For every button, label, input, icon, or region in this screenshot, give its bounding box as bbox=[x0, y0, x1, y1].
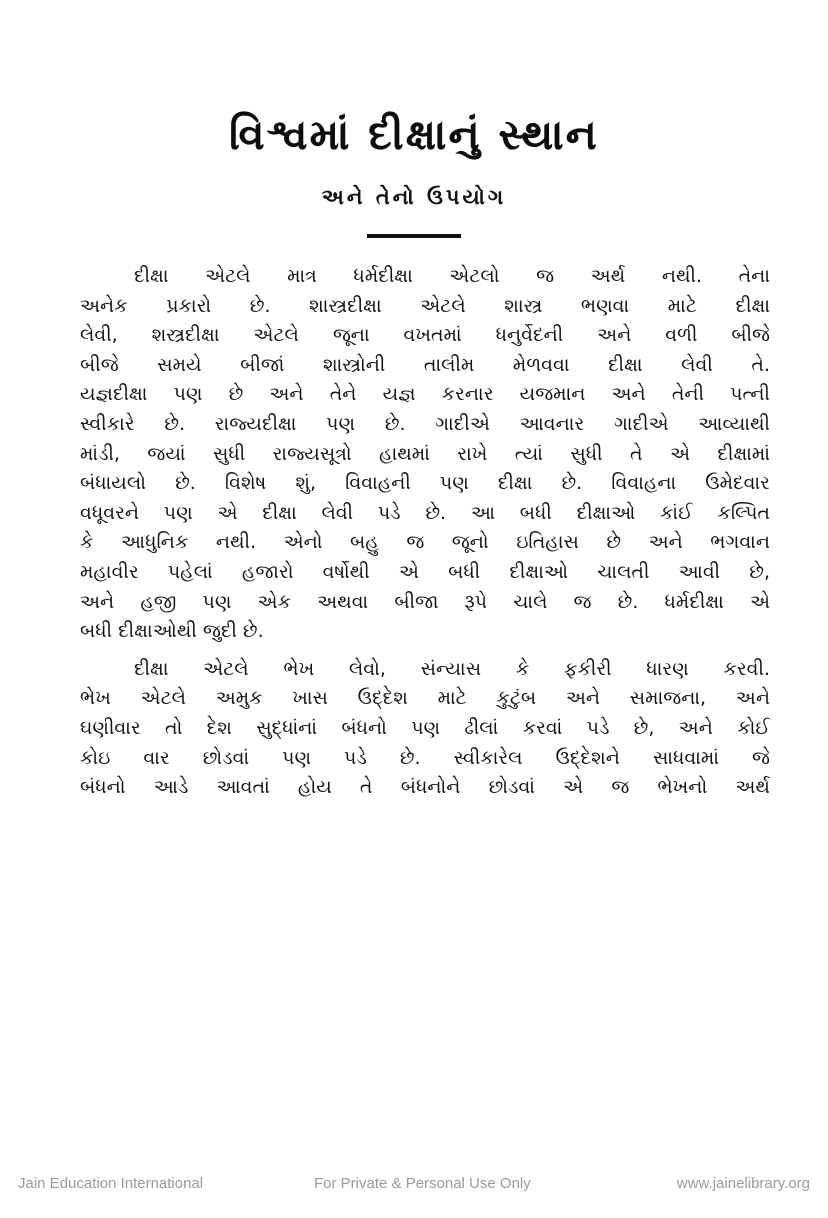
text-line: વધૂવરને પણ એ દીક્ષા લેવી પડે છે. આ બધી દીક્ષાઓ કાંઈ કલ્પિત bbox=[80, 501, 770, 524]
page-title: વિશ્વમાં દીક્ષાનું સ્થાન bbox=[229, 110, 599, 159]
footer-publisher: Jain Education International bbox=[18, 1175, 204, 1192]
text-line: લેવી, શસ્ત્રદીક્ષા એટલે જૂના વખતમાં ધનુર્વેદની અને વળી બીજે bbox=[80, 324, 770, 347]
text-line: દીક્ષા એટલે ભેખ લેવો, સંન્યાસ કે ફકીરી ધારણ કરવી. bbox=[134, 657, 770, 680]
text-line: બધી દીક્ષાઓથી જુદી છે. bbox=[80, 620, 264, 643]
text-line: ઘણીવાર તો દેશ સુદ્ધાંનાં બંધનો પણ ઢીલાં કરવાં પડે છે, અને કોઈ bbox=[80, 716, 770, 739]
text-line: માંડી, જયાં સુધી રાજ્યસૂત્રો હાથમાં રાખે ત્યાં સુધી તે એ દીક્ષામાં bbox=[80, 442, 770, 465]
text-line: દીક્ષા એટલે માત્ર ધર્મદીક્ષા એટલો જ અર્થ નથી. તેના bbox=[134, 265, 770, 287]
title-divider bbox=[367, 234, 461, 238]
footer-website-link[interactable]: www.jainelibrary.org bbox=[676, 1175, 810, 1192]
paragraph-2 bbox=[80, 655, 770, 803]
text-line: યજ્ઞદીક્ષા પણ છે અને તેને યજ્ઞ કરનાર યજમાન અને તેની પત્ની bbox=[80, 383, 770, 406]
paragraph-1 bbox=[80, 262, 770, 647]
footer-usage-notice: For Private & Personal Use Only bbox=[314, 1175, 531, 1192]
text-line: બંધાયલો છે. વિશેષ શું, વિવાહની પણ દીક્ષા છે. વિવાહના ઉમેદવાર bbox=[80, 472, 770, 495]
text-line: કોઇ વાર છોડવાં પણ પડે છે. સ્વીકારેલ ઉદ્દેશને સાધવામાં જે bbox=[80, 746, 770, 769]
page-subtitle: અને તેનો ઉપયોગ bbox=[321, 185, 507, 209]
text-line: બંધનો આડે આવતાં હોય તે બંધનોને છોડવાં એ જ ભેખનો અર્થ bbox=[80, 776, 770, 799]
article-body bbox=[80, 262, 770, 803]
text-line: ભેખ એટલે અમુક ખાસ ઉદ્દેશ માટે કુટુંબ અને સમાજના, અને bbox=[80, 687, 770, 710]
text-line: સ્વીકારે છે. રાજ્યદીક્ષા પણ છે. ગાદીએ આવનાર ગાદીએ આવ્યાથી bbox=[80, 412, 770, 435]
text-line: બીજે સમયે બીજાં શાસ્ત્રોની તાલીમ મેળવવા દીક્ષા લેવી તે. bbox=[80, 353, 770, 376]
text-line: અનેક પ્રકારો છે. શાસ્ત્રદીક્ષા એટલે શાસ્ત્ર ભણવા માટે દીક્ષા bbox=[80, 294, 770, 317]
text-line: અને હજી પણ એક અથવા બીજા રૂપે ચાલે જ છે. ધર્મદીક્ષા એ bbox=[80, 590, 770, 613]
text-line: કે આધુનિક નથી. એનો બહુ જ જૂનો ઇતિહાસ છે અને ભગવાન bbox=[80, 531, 770, 554]
text-line: મહાવીર પહેલાં હજારો વર્ષોથી એ બધી દીક્ષાઓ ચાલતી આવી છે, bbox=[80, 560, 770, 583]
page-footer bbox=[0, 1175, 828, 1199]
